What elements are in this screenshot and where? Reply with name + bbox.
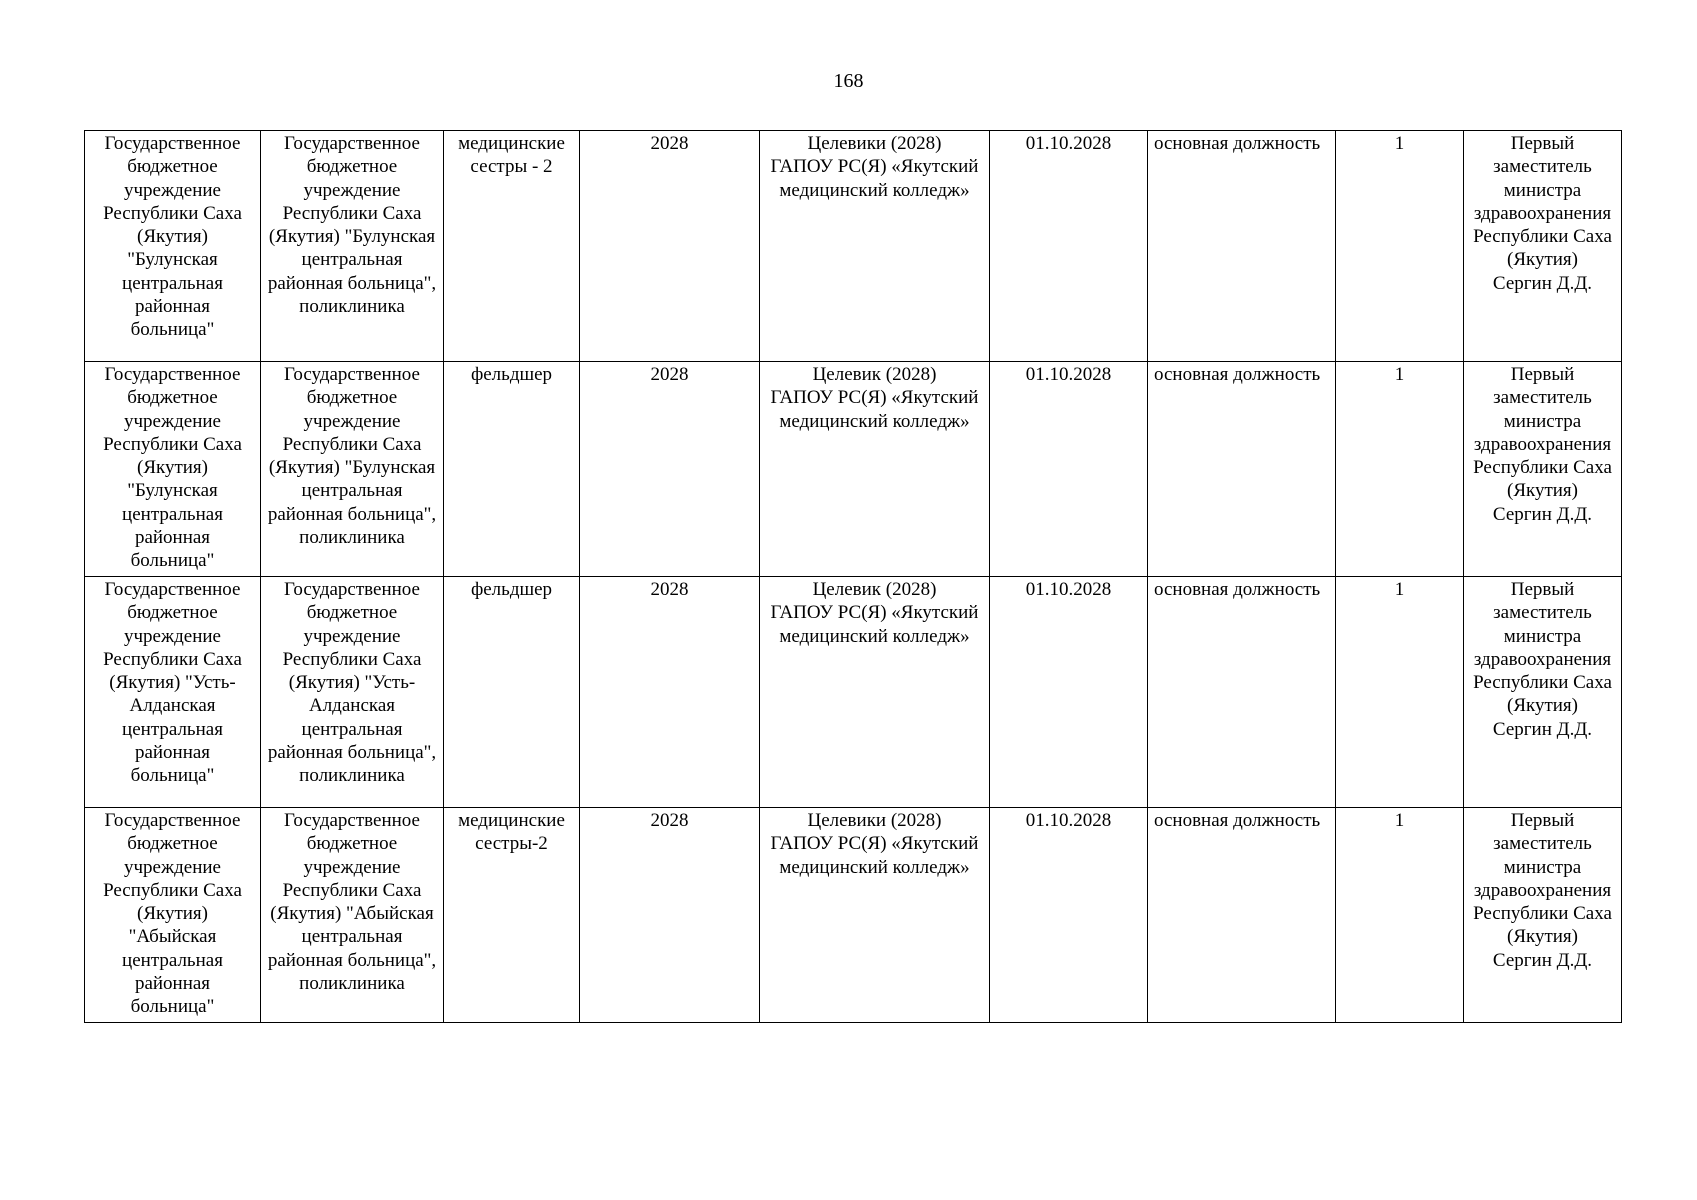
count-cell	[1336, 131, 1464, 362]
date-cell	[990, 577, 1148, 808]
count-cell	[1336, 362, 1464, 577]
responsible-cell	[1464, 131, 1622, 362]
table-row	[85, 808, 1622, 1023]
responsible-text: Первый заместитель министра здравоохранения Республики Саха (Якутия) Сергин Д.Д.	[1473, 579, 1612, 740]
count-text: 1	[1394, 579, 1405, 600]
year-text: 2028	[650, 810, 689, 831]
table-row	[85, 131, 1622, 362]
position-text: фельдшер	[470, 579, 553, 600]
responsible-text: Первый заместитель министра здравоохранения Республики Саха (Якутия) Сергин Д.Д.	[1473, 133, 1612, 294]
date-cell	[990, 362, 1148, 577]
position-cell	[444, 362, 580, 577]
institution-cell	[85, 577, 261, 808]
responsible-cell	[1464, 808, 1622, 1023]
year-text: 2028	[650, 133, 689, 154]
unit-cell	[261, 808, 444, 1023]
year-cell	[580, 362, 760, 577]
position-cell	[444, 577, 580, 808]
type-text: основная должность	[1154, 364, 1321, 385]
type-cell	[1148, 131, 1336, 362]
vacancy-table	[84, 130, 1622, 1023]
date-text: 01.10.2028	[1025, 810, 1112, 831]
institution-text: Государственное бюджетное учреждение Республики Саха (Якутия) "Усть- Алданская центральная районная больница"	[103, 579, 242, 787]
institution-cell	[85, 808, 261, 1023]
position-text: фельдшер	[470, 364, 553, 385]
type-text: основная должность	[1154, 133, 1321, 154]
institution-text: Государственное бюджетное учреждение Республики Саха (Якутия) "Абыйская центральная районная больница"	[103, 810, 242, 1018]
position-text: медицинские сестры - 2	[458, 133, 565, 178]
source-cell	[760, 577, 990, 808]
type-text: основная должность	[1154, 579, 1321, 600]
year-text: 2028	[650, 579, 689, 600]
date-text: 01.10.2028	[1025, 133, 1112, 154]
table-row	[85, 577, 1622, 808]
unit-text: Государственное бюджетное учреждение Республики Саха (Якутия) "Абыйская центральная районная больница", поликлиника	[267, 810, 437, 995]
source-cell	[760, 131, 990, 362]
type-cell	[1148, 808, 1336, 1023]
unit-text: Государственное бюджетное учреждение Республики Саха (Якутия) "Усть- Алданская центральная районная больница", поликлиника	[267, 579, 437, 787]
unit-cell	[261, 362, 444, 577]
source-text: Целевик (2028) ГАПОУ РС(Я) «Якутский медицинский колледж»	[770, 579, 979, 647]
source-cell	[760, 808, 990, 1023]
responsible-text: Первый заместитель министра здравоохранения Республики Саха (Якутия) Сергин Д.Д.	[1473, 364, 1612, 525]
count-text: 1	[1394, 810, 1405, 831]
source-cell	[760, 362, 990, 577]
unit-cell	[261, 577, 444, 808]
date-text: 01.10.2028	[1025, 364, 1112, 385]
position-cell	[444, 808, 580, 1023]
date-cell	[990, 808, 1148, 1023]
responsible-cell	[1464, 362, 1622, 577]
responsible-text: Первый заместитель министра здравоохранения Республики Саха (Якутия) Сергин Д.Д.	[1473, 810, 1612, 971]
table-row	[85, 362, 1622, 577]
institution-cell	[85, 362, 261, 577]
count-text: 1	[1394, 364, 1405, 385]
year-cell	[580, 808, 760, 1023]
institution-text: Государственное бюджетное учреждение Республики Саха (Якутия) "Булунская центральная районная больница"	[103, 364, 242, 572]
year-cell	[580, 131, 760, 362]
count-cell	[1336, 808, 1464, 1023]
source-text: Целевики (2028) ГАПОУ РС(Я) «Якутский медицинский колледж»	[770, 810, 979, 878]
type-text: основная должность	[1154, 810, 1321, 831]
position-text: медицинские сестры-2	[458, 810, 565, 855]
count-cell	[1336, 577, 1464, 808]
unit-cell	[261, 131, 444, 362]
responsible-cell	[1464, 577, 1622, 808]
type-cell	[1148, 577, 1336, 808]
institution-text: Государственное бюджетное учреждение Республики Саха (Якутия) "Булунская центральная районная больница"	[103, 133, 242, 341]
unit-text: Государственное бюджетное учреждение Республики Саха (Якутия) "Булунская центральная районная больница", поликлиника	[267, 364, 437, 549]
source-text: Целевики (2028) ГАПОУ РС(Я) «Якутский медицинский колледж»	[770, 133, 979, 201]
type-cell	[1148, 362, 1336, 577]
source-text: Целевик (2028) ГАПОУ РС(Я) «Якутский медицинский колледж»	[770, 364, 979, 432]
position-cell	[444, 131, 580, 362]
date-text: 01.10.2028	[1025, 579, 1112, 600]
year-text: 2028	[650, 364, 689, 385]
institution-cell	[85, 131, 261, 362]
count-text: 1	[1394, 133, 1405, 154]
page-number: 168	[833, 70, 864, 92]
unit-text: Государственное бюджетное учреждение Республики Саха (Якутия) "Булунская центральная районная больница", поликлиника	[267, 133, 437, 318]
date-cell	[990, 131, 1148, 362]
year-cell	[580, 577, 760, 808]
